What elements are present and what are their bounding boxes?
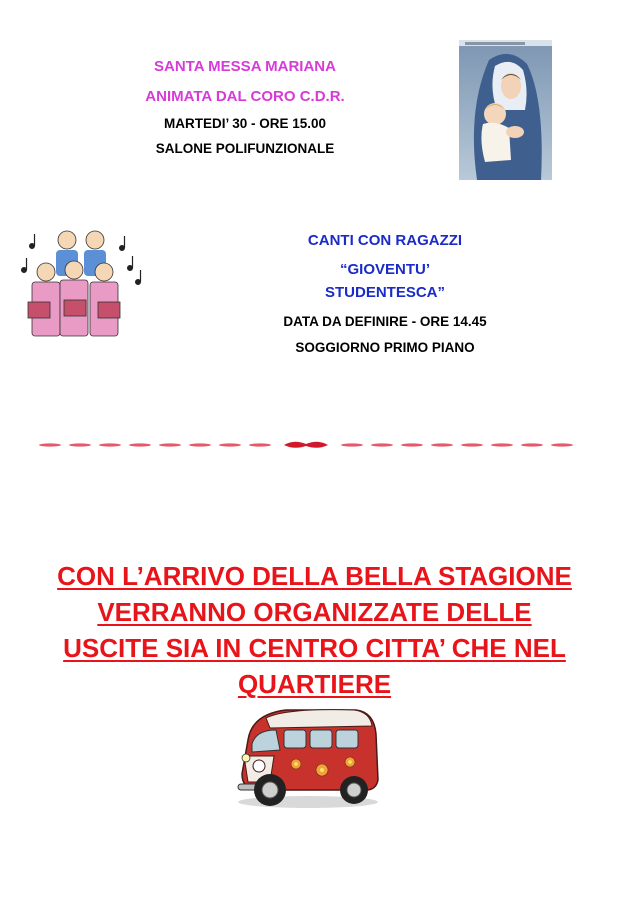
- singing-choir-icon: [18, 226, 143, 341]
- event1-datetime: MARTEDI’ 30 - ORE 15.00: [163, 116, 327, 131]
- red-dashed-divider-with-heart: [36, 436, 576, 454]
- announcement-line-3: USCITE SIA IN CENTRO CITTA’ CHE NEL: [63, 633, 566, 663]
- event1-place: SALONE POLIFUNZIONALE: [155, 141, 335, 156]
- event2-place: SOGGIORNO PRIMO PIANO: [295, 340, 475, 355]
- event2-datetime: DATA DA DEFINIRE - ORE 14.45: [283, 314, 487, 329]
- hippie-van-icon: [226, 700, 386, 810]
- event2-title: CANTI CON RAGAZZI: [307, 232, 463, 249]
- announcement-line-1: CON L’ARRIVO DELLA BELLA STAGIONE: [57, 561, 572, 591]
- announcement-line-4: QUARTIERE: [237, 669, 392, 699]
- event2-group-line2: STUDENTESCA”: [324, 284, 445, 301]
- event2-group-line1: “GIOVENTU’: [339, 261, 430, 278]
- announcement: [0, 558, 629, 702]
- announcement-line-2: VERRANNO ORGANIZZATE DELLE: [97, 597, 532, 627]
- madonna-and-child-icon: [459, 40, 552, 180]
- event1-title-line1: SANTA MESSA MARIANA: [154, 58, 336, 75]
- event1-title-line2: ANIMATA DAL CORO C.D.R.: [145, 88, 345, 105]
